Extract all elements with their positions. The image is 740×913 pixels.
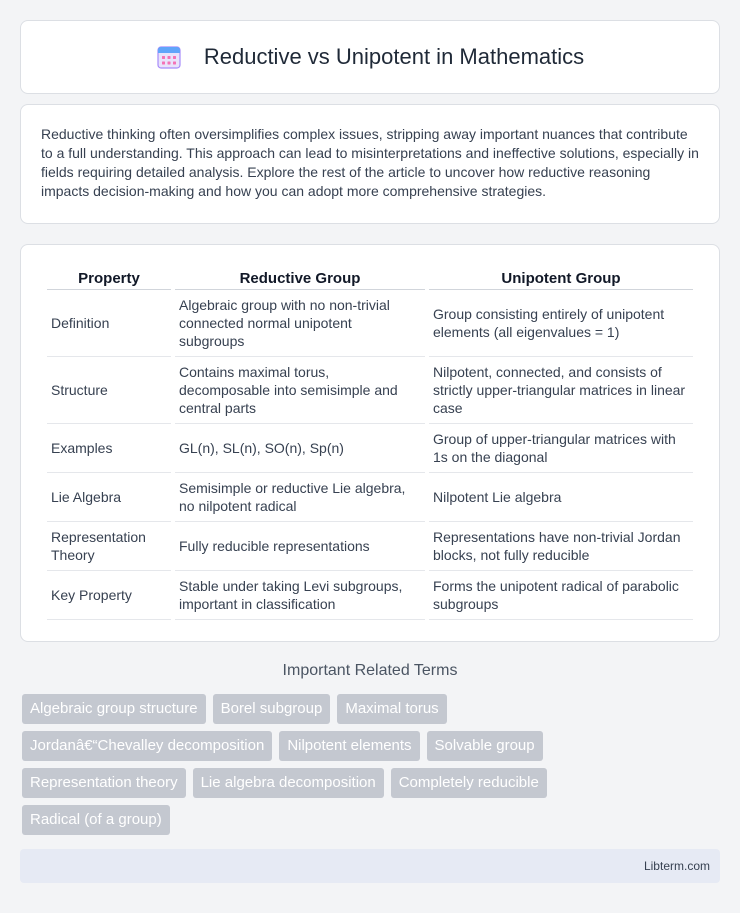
related-terms-list	[22, 694, 722, 842]
related-terms-heading: Important Related Terms	[282, 662, 458, 679]
table-cell: Group consisting entirely of unipotent elements (all eigenvalues = 1)	[429, 290, 693, 357]
related-term-tag[interactable]: Nilpotent elements	[279, 731, 419, 761]
table-cell: Structure	[47, 357, 171, 424]
table-cell: Semisimple or reductive Lie algebra, no nilpotent radical	[175, 473, 425, 522]
table-cell: Stable under taking Levi subgroups, important in classification	[175, 571, 425, 620]
related-term-tag[interactable]: Lie algebra decomposition	[193, 768, 384, 798]
comparison-table	[43, 263, 697, 620]
table-row	[47, 357, 693, 424]
table-row	[47, 571, 693, 620]
footer	[20, 849, 720, 883]
table-header-row	[47, 263, 693, 290]
table-cell: Definition	[47, 290, 171, 357]
table-cell: Representations have non-trivial Jordan blocks, not fully reducible	[429, 522, 693, 571]
table-cell: Group of upper-triangular matrices with 1s on the diagonal	[429, 424, 693, 473]
table-cell: Key Property	[47, 571, 171, 620]
header-reductive: Reductive Group	[175, 263, 425, 290]
related-term-tag[interactable]: Radical (of a group)	[22, 805, 170, 835]
table-row	[47, 424, 693, 473]
table-cell: Algebraic group with no non-trivial connected normal unipotent subgroups	[175, 290, 425, 357]
table-cell: Lie Algebra	[47, 473, 171, 522]
related-term-tag[interactable]: Jordanâ€“Chevalley decomposition	[22, 731, 272, 761]
calendar-icon	[156, 44, 182, 70]
related-term-tag[interactable]: Solvable group	[427, 731, 543, 761]
footer-site-link[interactable]: Libterm.com	[643, 859, 710, 873]
header-property: Property	[47, 263, 171, 290]
table-cell: Nilpotent, connected, and consists of strictly upper-triangular matrices in linear case	[429, 357, 693, 424]
intro-text: Reductive thinking often oversimplifies complex issues, stripping away important nuances that contribute to a full understanding. This approach can lead to misinterpretations and ineffective solutions, especially in fields requiring detailed analysis. Explore the rest of the article to uncover how reductive reasoning impacts decision-making and how you can adopt more comprehensive strategies.	[41, 126, 699, 199]
header-unipotent: Unipotent Group	[429, 263, 693, 290]
related-term-tag[interactable]: Representation theory	[22, 768, 186, 798]
table-cell: Contains maximal torus, decomposable into semisimple and central parts	[175, 357, 425, 424]
table-row	[47, 522, 693, 571]
table-row	[47, 290, 693, 357]
table-cell: GL(n), SL(n), SO(n), Sp(n)	[175, 424, 425, 473]
related-term-tag[interactable]: Algebraic group structure	[22, 694, 206, 724]
comparison-table-card	[20, 244, 720, 642]
table-cell: Forms the unipotent radical of parabolic subgroups	[429, 571, 693, 620]
table-cell: Fully reducible representations	[175, 522, 425, 571]
intro-card	[20, 104, 720, 224]
related-term-tag[interactable]: Maximal torus	[337, 694, 446, 724]
related-term-tag[interactable]: Completely reducible	[391, 768, 547, 798]
table-row	[47, 473, 693, 522]
title-card	[20, 20, 720, 94]
table-cell: Nilpotent Lie algebra	[429, 473, 693, 522]
table-cell: Examples	[47, 424, 171, 473]
related-term-tag[interactable]: Borel subgroup	[213, 694, 331, 724]
table-cell: Representation Theory	[47, 522, 171, 571]
page-title: Reductive vs Unipotent in Mathematics	[203, 44, 585, 69]
